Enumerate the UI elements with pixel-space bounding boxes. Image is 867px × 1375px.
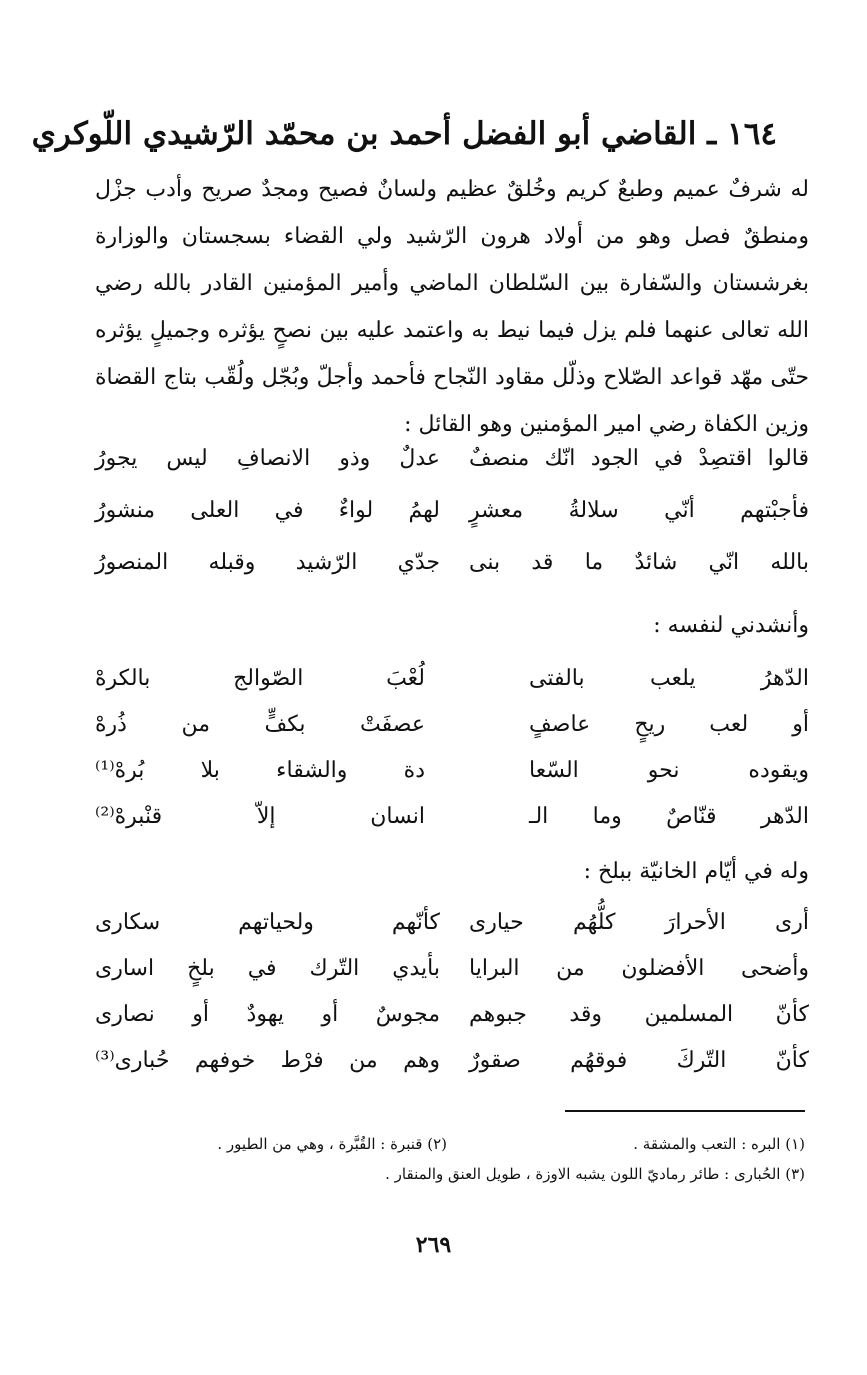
second-hemistich: عصفَتْ بكفٍّ من ذُرهْ xyxy=(95,712,425,737)
verse xyxy=(95,1002,809,1048)
first-hemistich: الدّهر قنّاصٌ وما الـ xyxy=(529,804,809,829)
footnote-3: (٣) الحُبارى : طائر رماديّ اللون يشبه الاوزة ، طويل العنق والمنقار . xyxy=(385,1165,805,1183)
first-hemistich: أرى الأحرارَ كلُّهُم حيارى xyxy=(469,910,809,935)
verse xyxy=(95,1048,809,1094)
verse xyxy=(95,666,809,712)
intro-paragraph: له شرفٌ عميم وطبعٌ كريم وخُلقٌ عظيم ولسانٌ فصيح ومجدٌ صريح وأدب جزْل ومنطقٌ فصل وهو من أولاد هرون الرّشيد ولي القضاء بسجستان والوزارة بغرشستان والسّفارة بين السّلطان الماضي وأمير المؤمنين القادر بالله رضي الله تعالى عنهما فلم يزل فيما نيط به واعتمد عليه بين نصحٍ يؤثره وجميلٍ يؤثره حتّى مهّد قواعد الصّلاح وذلّل مقاود النّجاح فأحمد وأجلّ وبُجّل ولُقّب بتاج القضاة وزين الكفاة رضي امير المؤمنين وهو القائل : xyxy=(95,177,809,437)
footnote-2: (٢) قنبرة : القُبَّرة ، وهي من الطيور . xyxy=(217,1135,447,1153)
first-hemistich: كأنّ المسلمين وقد جبوهم xyxy=(469,1002,809,1027)
verse xyxy=(95,956,809,1002)
verse xyxy=(95,550,809,602)
footnote-1: (١) البره : التعب والمشقة . xyxy=(633,1135,805,1153)
poem-3 xyxy=(95,910,809,1094)
verse xyxy=(95,758,809,804)
first-hemistich: بالله انّي شائدٌ ما قد بنى xyxy=(469,550,809,575)
verse xyxy=(95,446,809,498)
second-hemistich: انسان إلاّ قنْبرهْ⁽²⁾ xyxy=(95,804,425,829)
second-hemistich: وهم من فرْط خوفهم حُبارى⁽³⁾ xyxy=(95,1048,440,1073)
second-hemistich: عدلٌ وذو الانصافِ ليس يجورُ xyxy=(95,446,440,471)
second-hemistich: دة والشقاء بلا بُرهْ⁽¹⁾ xyxy=(95,758,425,783)
page-number: ٢٦٩ xyxy=(415,1232,452,1258)
section-lead: وأنشدني لنفسه : xyxy=(653,613,809,638)
second-hemistich: كأنّهم ولحياتهم سكارى xyxy=(95,910,440,935)
first-hemistich: ويقوده نحو السّعا xyxy=(529,758,809,783)
entry-title: ١٦٤ ـ القاضي أبو الفضل أحمد بن محمّد الرّشيدي اللّوكري xyxy=(31,116,777,152)
verse xyxy=(95,712,809,758)
second-hemistich: لهمُ لواءٌ في العلى منشورُ xyxy=(95,498,440,523)
verse xyxy=(95,910,809,956)
section-lead: وله في أيّام الخانيّة ببلخ : xyxy=(583,859,809,884)
second-hemistich: لُعْبَ الصّوالج بالكرهْ xyxy=(95,666,425,691)
first-hemistich: فأجبْتهم أنّي سلالةُ معشرٍ xyxy=(469,498,809,523)
first-hemistich: الدّهرُ يلعب بالفتى xyxy=(529,666,809,691)
second-hemistich: جدّي الرّشيد وقبله المنصورُ xyxy=(95,550,440,575)
second-hemistich: بأيدي التّرك في بلخٍ اسارى xyxy=(95,956,440,981)
footnote-divider xyxy=(565,1110,805,1112)
verse xyxy=(95,804,809,850)
second-hemistich: مجوسٌ أو يهودٌ أو نصارى xyxy=(95,1002,440,1027)
poem-2 xyxy=(95,666,809,850)
first-hemistich: وأضحى الأفضلون من البرايا xyxy=(469,956,809,981)
first-hemistich: كأنّ التّركَ فوقهُم صقورٌ xyxy=(469,1048,809,1073)
poem-1 xyxy=(95,446,809,602)
verse xyxy=(95,498,809,550)
first-hemistich: قالوا اقتصِدْ في الجود انّك منصفٌ xyxy=(469,446,809,471)
first-hemistich: أو لعب ريحٍ عاصفٍ xyxy=(529,712,809,737)
